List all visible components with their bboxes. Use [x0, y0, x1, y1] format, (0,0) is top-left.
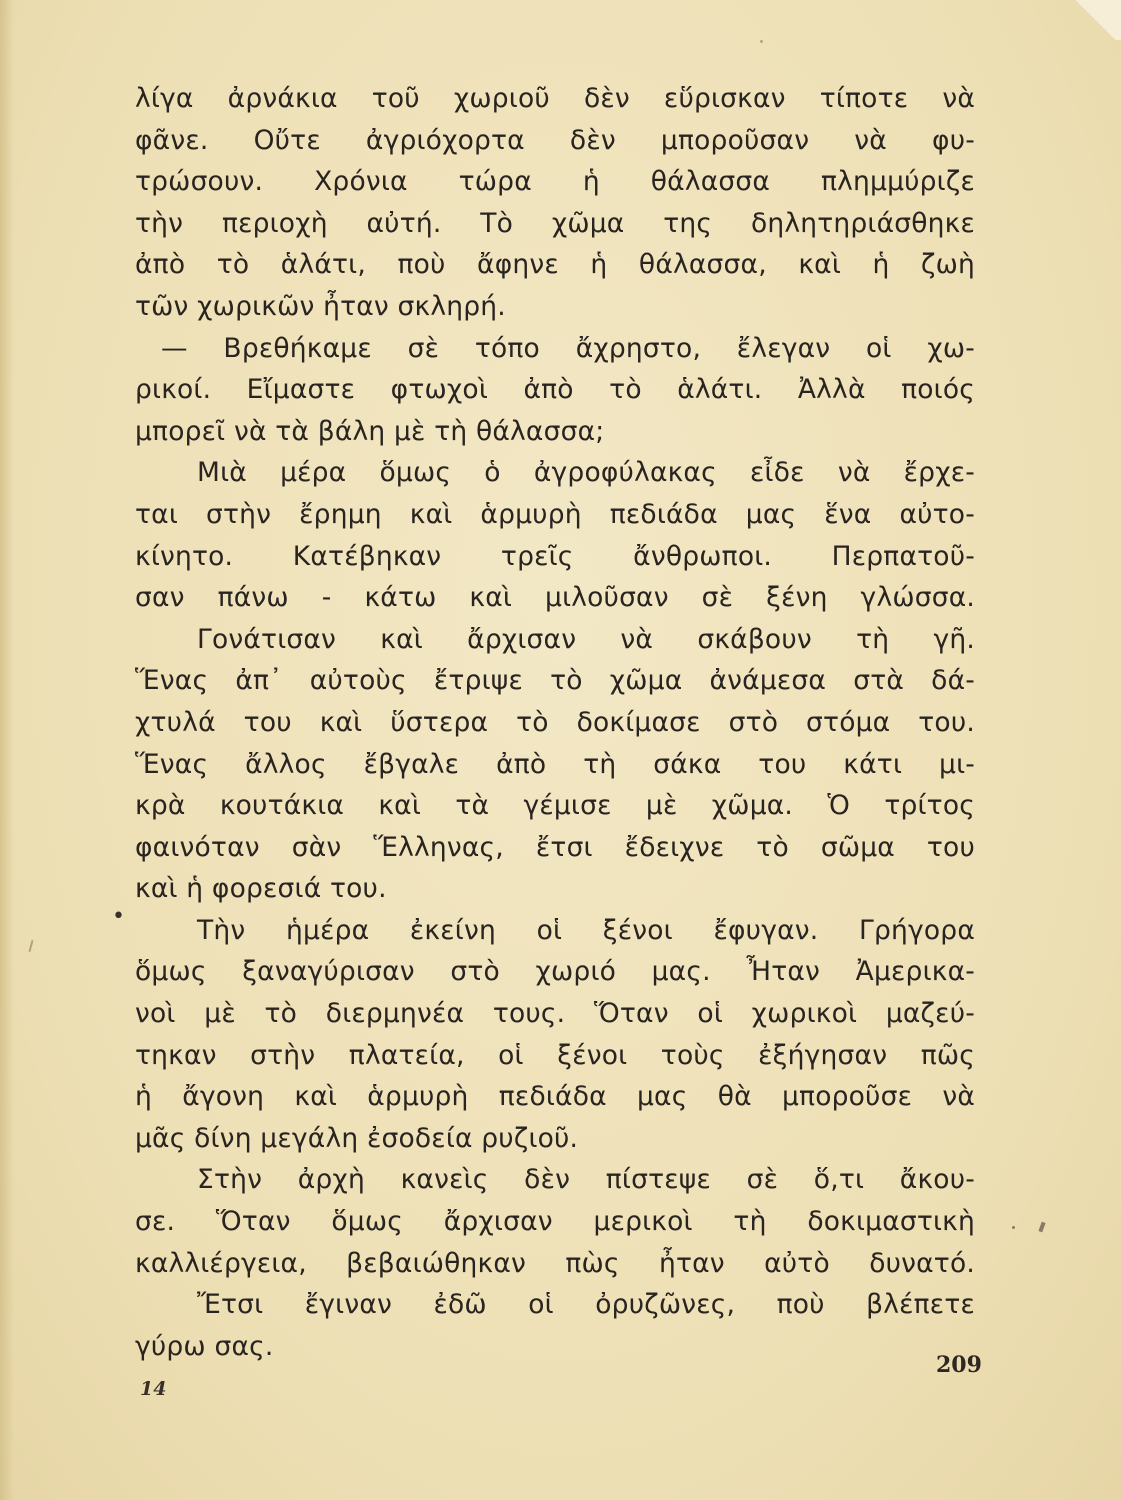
text-line: φᾶνε. Οὔτε ἀγριόχορτα δὲν μποροῦσαν νὰ φυ-	[135, 124, 975, 156]
text-line: μπορεῖ νὰ τὰ βάλη μὲ τὴ θάλασσα;	[135, 415, 605, 447]
text-line: Τὴν ἡμέρα ἐκείνη οἱ ξένοι ἔφυγαν. Γρήγορα	[197, 914, 975, 946]
text-line: τῶν χωρικῶν ἦταν σκληρή.	[135, 290, 506, 322]
text-line: μᾶς δίνη μεγάλη ἐσοδεία ρυζιοῦ.	[135, 1122, 579, 1154]
text-line: Ἔτσι ἔγιναν ἐδῶ οἱ ὀρυζῶνες, ποὺ βλέπετε	[197, 1289, 975, 1321]
text-line: καλλιέργεια, βεβαιώθηκαν πὼς ἦταν αὐτὸ δυνατό.	[135, 1247, 975, 1279]
text-line: τὴν περιοχὴ αὐτή. Τὸ χῶμα της δηλητηριάσθηκε	[135, 207, 975, 239]
text-line: τηκαν στὴν πλατεία, οἱ ξένοι τοὺς ἐξήγησαν πῶς	[135, 1039, 975, 1071]
text-line: γύρω σας.	[135, 1330, 274, 1362]
text-line: φαινόταν σὰν Ἕλληνας, ἔτσι ἔδειχνε τὸ σῶμα του	[135, 831, 975, 863]
text-line: ται στὴν ἔρημη καὶ ἁρμυρὴ πεδιάδα μας ἕνα αὐτο-	[135, 498, 975, 530]
text-line: Μιὰ μέρα ὅμως ὁ ἀγροφύλακας εἶδε νὰ ἔρχε-	[197, 457, 975, 489]
signature-mark: 14	[140, 1378, 167, 1400]
text-line: Ἕνας ἄλλος ἔβγαλε ἀπὸ τὴ σάκα του κάτι μι-	[135, 748, 975, 780]
text-line: καὶ ἡ φορεσιά του.	[135, 873, 387, 905]
paper-blemish	[760, 40, 763, 43]
text-line: χτυλά του καὶ ὕστερα τὸ δοκίμασε στὸ στόμα του.	[135, 706, 975, 738]
body-text	[135, 78, 975, 1367]
margin-bullet-mark: •	[112, 904, 125, 929]
paper-blemish	[28, 940, 33, 952]
text-line: ἀπὸ τὸ ἁλάτι, ποὺ ἄφηνε ἡ θάλασσα, καὶ ἡ ζωὴ	[135, 249, 975, 281]
text-line: ρικοί. Εἴμαστε φτωχοὶ ἀπὸ τὸ ἁλάτι. Ἀλλὰ ποιός	[135, 374, 975, 406]
text-line: σαν πάνω - κάτω καὶ μιλοῦσαν σὲ ξένη γλώσσα.	[135, 582, 975, 614]
text-line: κρὰ κουτάκια καὶ τὰ γέμισε μὲ χῶμα. Ὁ τρίτος	[135, 790, 975, 822]
text-line: ἡ ἄγονη καὶ ἁρμυρὴ πεδιάδα μας θὰ μποροῦσε νὰ	[135, 1081, 975, 1113]
text-line: νοὶ μὲ τὸ διερμηνέα τους. Ὅταν οἱ χωρικοὶ μαζεύ-	[135, 998, 975, 1030]
text-line: Ἕνας ἀπ᾽ αὐτοὺς ἔτριψε τὸ χῶμα ἀνάμεσα στὰ δά-	[135, 665, 975, 697]
page-corner-fold	[1061, 0, 1121, 40]
text-line: τρώσουν. Χρόνια τώρα ἡ θάλασσα πλημμύριζε	[135, 166, 975, 198]
page-number: 209	[936, 1352, 982, 1378]
paper-blemish	[1012, 1226, 1015, 1229]
text-line: — Βρεθήκαμε σὲ τόπο ἄχρηστο, ἔλεγαν οἱ χω-	[161, 332, 975, 364]
text-line: Γονάτισαν καὶ ἄρχισαν νὰ σκάβουν τὴ γῆ.	[197, 623, 975, 655]
text-line: κίνητο. Κατέβηκαν τρεῖς ἄνθρωποι. Περπατοῦ-	[135, 540, 975, 572]
text-line: Στὴν ἀρχὴ κανεὶς δὲν πίστεψε σὲ ὅ,τι ἄκου-	[197, 1164, 975, 1196]
text-line: σε. Ὅταν ὅμως ἄρχισαν μερικοὶ τὴ δοκιμαστικὴ	[135, 1206, 975, 1238]
paper-blemish	[1038, 1222, 1045, 1233]
spine-shadow	[0, 0, 14, 1500]
text-line: λίγα ἀρνάκια τοῦ χωριοῦ δὲν εὕρισκαν τίποτε νὰ	[135, 83, 975, 114]
text-line: ὅμως ξαναγύρισαν στὸ χωριό μας. Ἦταν Ἀμερικα-	[135, 956, 975, 988]
